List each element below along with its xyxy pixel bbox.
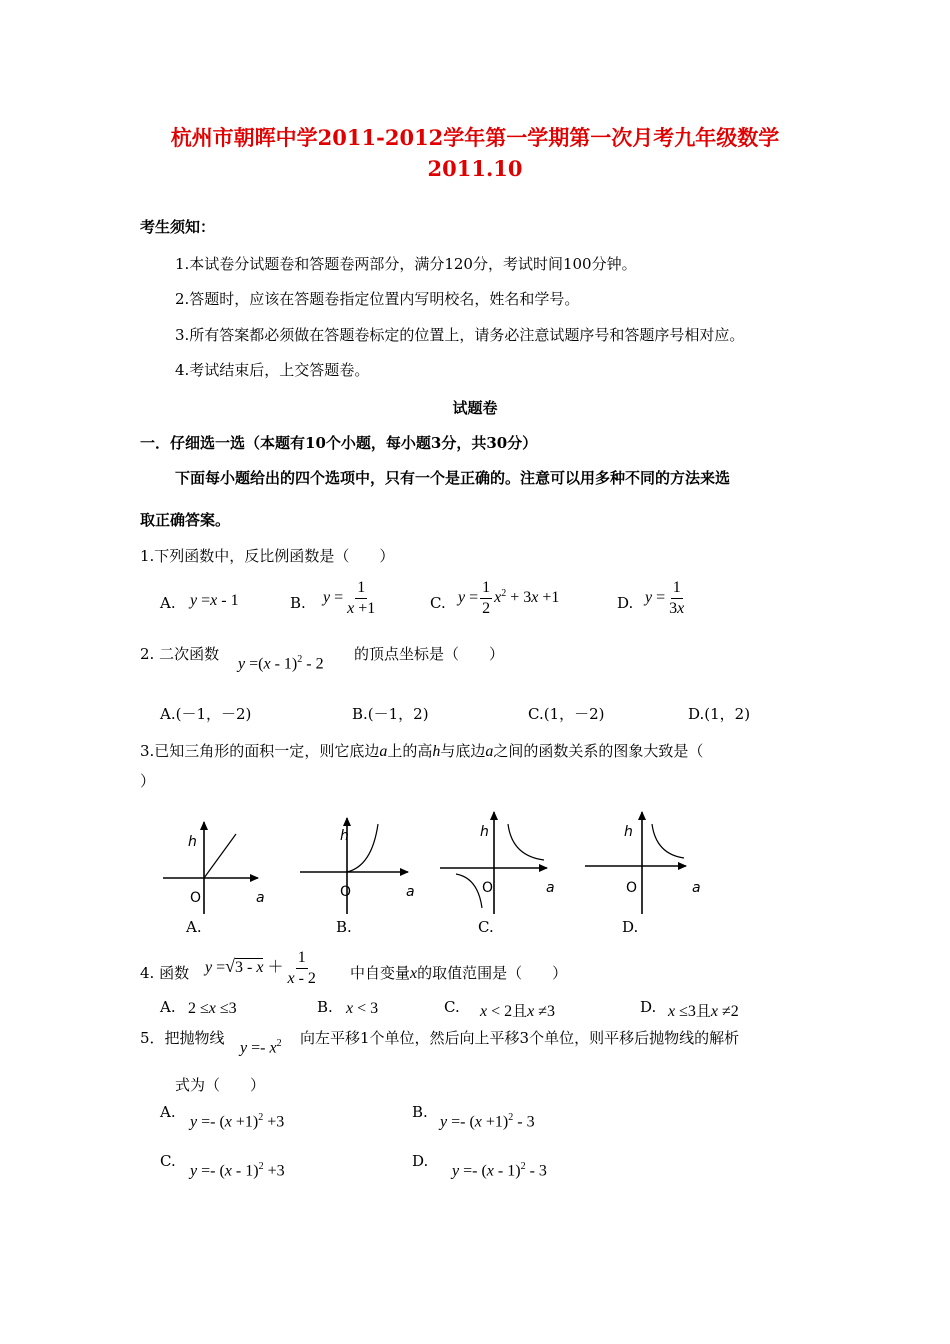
q3-graph-a-axis-y: h <box>188 834 197 850</box>
notice-heading: 考生须知： <box>140 218 216 236</box>
q3-graph-b <box>300 818 408 914</box>
q5-option-a-label: A. <box>160 1103 176 1121</box>
q2-option-d: D.(1，2) <box>688 705 751 723</box>
question-4-stem-prefix: 4. 函数 <box>140 964 190 982</box>
q2-option-b: B.(－1，2) <box>352 705 429 723</box>
question-5-stem-suffix: 向左平移1个单位，然后向上平移3个单位，则平移后抛物线的解析 <box>300 1029 740 1047</box>
q4-option-a-formula: 2 ≤x ≤3 <box>188 1000 237 1017</box>
q5-option-d-label: D. <box>412 1152 429 1170</box>
q4-option-b-label: B. <box>317 998 333 1016</box>
page-title: 杭州市朝晖中学2011-2012学年第一学期第一次月考九年级数学 <box>170 125 780 150</box>
q4-option-a-label: A. <box>160 998 176 1016</box>
q5-option-a-formula: $y =- (x +1)^2 +3$ <box>190 1112 285 1131</box>
q1-option-b-formula: y = $\frac{1}{x +1}$ <box>323 579 376 617</box>
q3-graph-d-origin: O <box>626 880 638 896</box>
q1-option-c-formula: y = $\frac{1}{2}$ $x^2 + 3x +1$ <box>458 579 560 617</box>
q4-formula: y =√3 - x ＋ $\frac{1}{x - 2}$ <box>205 949 316 987</box>
q3-graph-c-axis-y: h <box>480 824 489 840</box>
q3-graph-d-axis-x: a <box>692 880 701 896</box>
q3-graph-c-label: C. <box>478 918 494 936</box>
q3-graph-a-origin: O <box>190 890 202 906</box>
q5-option-b-formula: $y =- (x +1)^2 - 3$ <box>440 1112 535 1131</box>
question-5-stem-prefix: 5．把抛物线 <box>140 1029 225 1047</box>
question-3-stem: 3.已知三角形的面积一定，则它底边a上的高h与底边a之间的函数关系的图象大致是（ <box>140 742 704 760</box>
notice-item: 4.考试结束后，上交答题卷。 <box>175 361 370 379</box>
q3-graph-d-axis-y: h <box>624 824 633 840</box>
q3-graph-c-origin: O <box>482 880 494 896</box>
q4-option-d-label: D. <box>640 998 657 1016</box>
q5-option-b-label: B. <box>412 1103 428 1121</box>
notice-item: 2.答题时，应该在答题卷指定位置内写明校名，姓名和学号。 <box>175 290 580 308</box>
q4-option-c-label: C. <box>444 998 460 1016</box>
q4-option-b-formula: x < 3 <box>346 1000 379 1017</box>
q2-option-a: A.(－1，－2) <box>160 705 252 723</box>
q3-graph-b-axis-y: h <box>340 828 349 844</box>
q2-formula: y =(x - 1)$^2$ - 2 <box>238 654 324 673</box>
q2-option-c: C.(1，－2) <box>528 705 605 723</box>
q1-option-a-formula: y =x - 1 <box>190 592 239 609</box>
page-date: 2011.10 <box>427 156 523 181</box>
q4-option-d-formula: x ≤3且x ≠2 <box>668 1002 739 1020</box>
q5-formula: $y =- x^2$ <box>240 1038 282 1057</box>
q1-option-d-formula: y = $\frac{1}{3x}$ <box>645 579 685 617</box>
q3-graph-d-label: D. <box>622 918 639 936</box>
question-2-stem-prefix: 2. 二次函数 <box>140 645 220 663</box>
q1-option-b-label: B. <box>290 594 306 612</box>
section-heading: 一．仔细选一选（本题有10个小题，每小题3分，共30分） <box>140 434 538 452</box>
notice-item: 1.本试卷分试题卷和答题卷两部分，满分120分，考试时间100分钟。 <box>175 255 637 273</box>
q5-option-c-label: C. <box>160 1152 176 1170</box>
q3-graph-c <box>440 812 547 914</box>
q3-graph-d <box>585 812 686 914</box>
q3-graph-b-axis-x: a <box>406 884 415 900</box>
question-4-stem-suffix: 中自变量x的取值范围是（ ） <box>350 964 568 982</box>
q3-graph-b-origin: O <box>340 884 352 900</box>
q1-option-d-label: D. <box>617 594 634 612</box>
paper-label: 试题卷 <box>452 399 498 417</box>
question-2-stem-suffix: 的顶点坐标是（ ） <box>354 645 505 663</box>
q3-graph-a <box>163 822 258 914</box>
q1-option-a-label: A. <box>160 594 176 612</box>
section-instruction: 下面每小题给出的四个选项中，只有一个是正确的。注意可以用多种不同的方法来选 <box>175 469 731 487</box>
q5-option-d-formula: y =- (x - 1)$^2$ - 3 <box>452 1161 547 1180</box>
q3-graph-a-axis-x: a <box>256 890 265 906</box>
notice-item: 3.所有答案都必须做在答题卷标定的位置上，请务必注意试题序号和答题序号相对应。 <box>175 326 745 344</box>
question-3-stem-cont: ） <box>140 772 156 790</box>
q5-option-c-formula: y =- (x - 1)$^2$ +3 <box>190 1161 285 1180</box>
q3-graph-c-axis-x: a <box>546 880 555 896</box>
q3-graph-b-label: B. <box>336 918 352 936</box>
q3-graph-a-label: A. <box>186 918 202 936</box>
section-instruction-cont: 取正确答案。 <box>140 511 231 529</box>
q1-option-c-label: C. <box>430 594 446 612</box>
question-5-stem-cont: 式为（ ） <box>175 1076 266 1094</box>
q4-option-c-formula: x < 2且x ≠3 <box>480 1002 556 1020</box>
question-1-stem: 1.下列函数中，反比例函数是（ ） <box>140 547 395 565</box>
